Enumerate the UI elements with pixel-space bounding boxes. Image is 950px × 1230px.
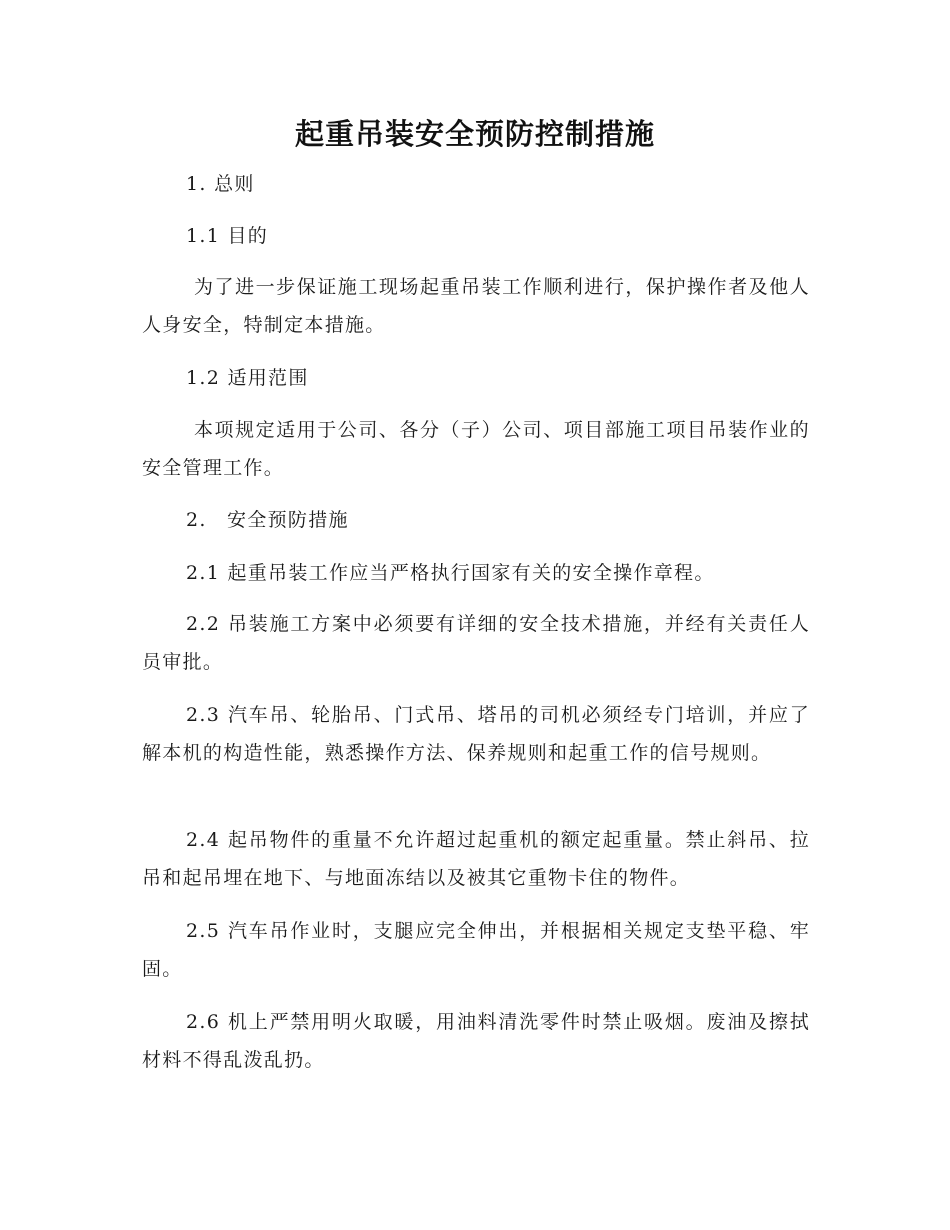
measure-item-2-4: 2.4 起吊物件的重量不允许超过起重机的额定起重量。禁止斜吊、拉吊和起吊埋在地下、与地面冻结以及被其它重物卡住的物件。: [142, 829, 810, 889]
section-heading-general: 1. 总则: [186, 173, 255, 195]
measure-item-2-5: 2.5 汽车吊作业时，支腿应完全伸出，并根据相关规定支垫平稳、牢固。: [142, 920, 810, 980]
section-heading-scope: 1.2 适用范围: [186, 367, 309, 389]
measure-item-2-2: 2.2 吊装施工方案中必须要有详细的安全技术措施，并经有关责任人员审批。: [142, 613, 810, 673]
measure-item-2-3: 2.3 汽车吊、轮胎吊、门式吊、塔吊的司机必须经专门培训，并应了解本机的构造性能，熟悉操作方法、保养规则和起重工作的信号规则。: [142, 704, 810, 764]
page-title: 起重吊装安全预防控制措施: [294, 117, 655, 151]
section-heading-purpose: 1.1 目的: [186, 225, 269, 247]
paragraph-purpose: 为了进一步保证施工现场起重吊装工作顺利进行，保护操作者及他人人身安全，特制定本措施。: [142, 276, 810, 336]
measure-item-2-1: 2.1 起重吊装工作应当严格执行国家有关的安全操作章程。: [186, 562, 715, 584]
section-heading-safety-measures: 2. 安全预防措施: [186, 509, 349, 531]
measure-item-2-6: 2.6 机上严禁用明火取暖，用油料清洗零件时禁止吸烟。废油及擦拭材料不得乱泼乱扔。: [142, 1011, 810, 1071]
paragraph-scope: 本项规定适用于公司、各分（子）公司、项目部施工项目吊装作业的安全管理工作。: [142, 419, 810, 479]
